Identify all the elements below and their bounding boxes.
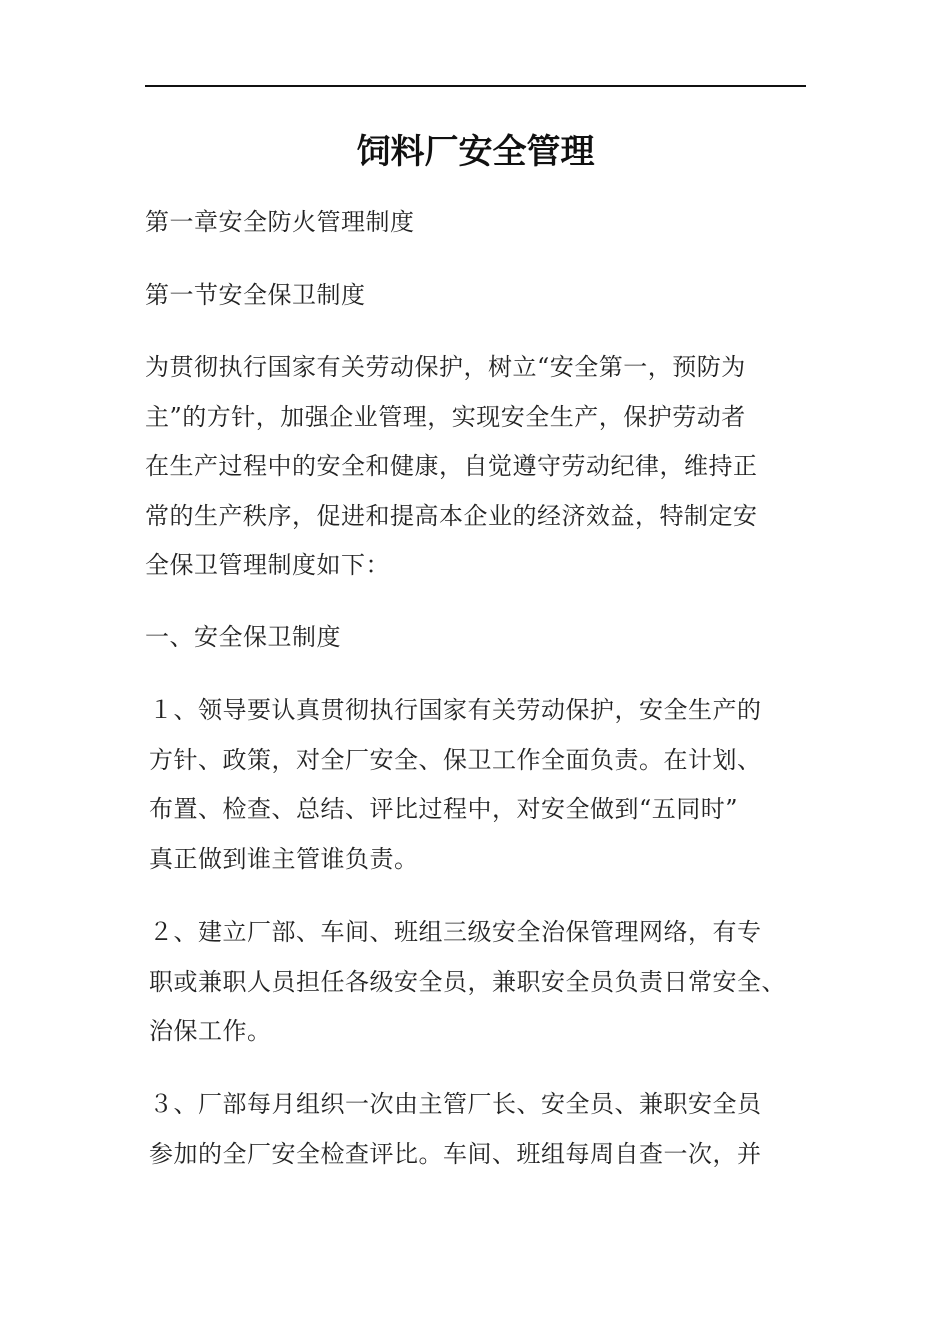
paragraph-line: 在生产过程中的安全和健康，自觉遵守劳动纪律，维持正	[145, 452, 758, 480]
paragraph-line: 参加的全厂安全检查评比。车间、班组每周自查一次，并	[149, 1139, 762, 1168]
section-heading-text: 第一节安全保卫制度	[145, 281, 366, 309]
paragraph-line: ２、建立厂部、车间、班组三级安全治保管理网络，有专	[149, 918, 762, 946]
paragraph-line: 方针、政策，对全厂安全、保卫工作全面负责。在计划、	[149, 745, 762, 774]
header-rule	[145, 85, 806, 87]
document-title: 饲料厂安全管理	[356, 132, 595, 172]
paragraph-line: 常的生产秩序，促进和提高本企业的经济效益，特制定安	[145, 501, 758, 530]
subheading-text: 一、安全保卫制度	[145, 623, 341, 651]
paragraph-line: 为贯彻执行国家有关劳动保护，树立“安全第一，预防为	[145, 353, 746, 381]
paragraph-line: 真正做到谁主管谁负责。	[149, 844, 419, 873]
paragraph-line: １、领导要认真贯彻执行国家有关劳动保护，安全生产的	[149, 696, 762, 724]
subheading	[145, 613, 806, 663]
section-heading	[145, 271, 806, 321]
intro-paragraph	[145, 343, 806, 591]
paragraph-line: 布置、检查、总结、评比过程中，对安全做到“五同时”	[149, 795, 739, 823]
paragraph-line: 治保工作。	[149, 1017, 272, 1045]
paragraph-line: 职或兼职人员担任各级安全员，兼职安全员负责日常安全、	[149, 967, 786, 996]
paragraph-line: ３、厂部每月组织一次由主管厂长、安全员、兼职安全员	[149, 1090, 762, 1118]
chapter-heading	[145, 198, 806, 248]
paragraph-line: 全保卫管理制度如下：	[145, 551, 390, 579]
item-2-paragraph	[145, 908, 810, 1057]
item-3-paragraph	[145, 1080, 810, 1179]
item-1-paragraph	[145, 686, 810, 884]
chapter-heading-text: 第一章安全防火管理制度	[145, 208, 415, 236]
paragraph-line: 主”的方针，加强企业管理，实现安全生产，保护劳动者	[145, 402, 746, 431]
